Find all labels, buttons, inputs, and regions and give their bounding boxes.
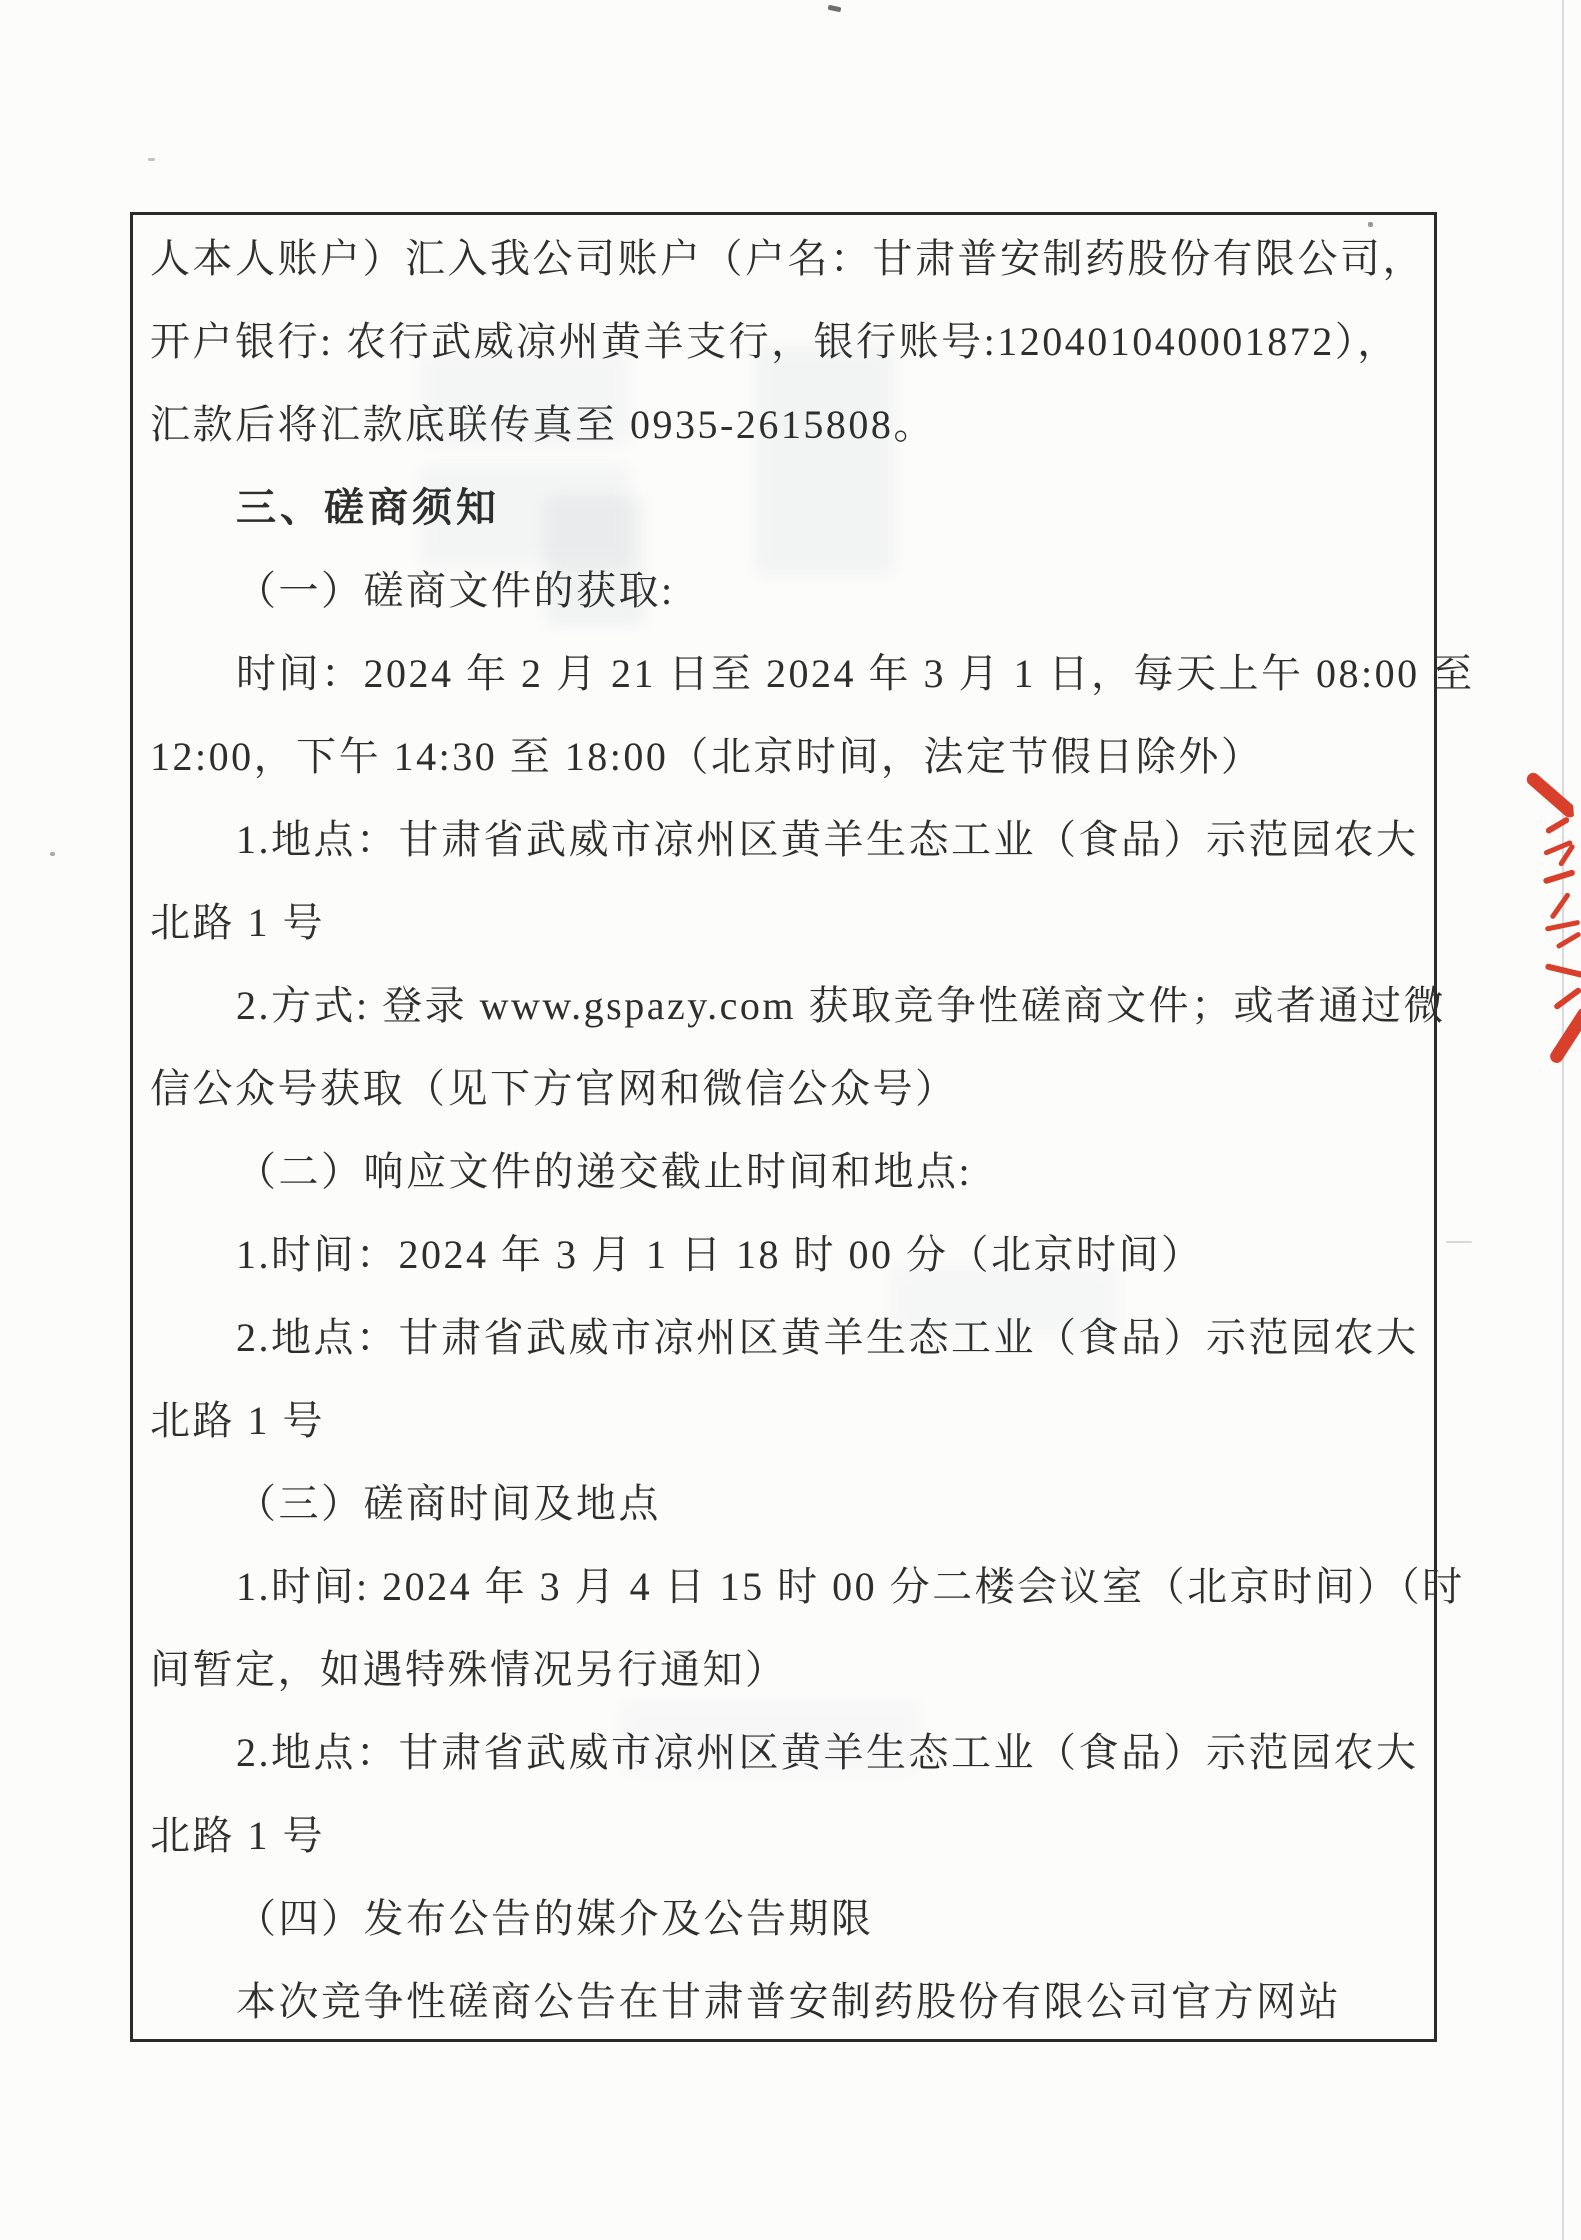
text-line: 2.地点：甘肃省武威市凉州区黄羊生态工业（食品）示范园农大 (236, 1315, 1419, 1360)
text-line: （一）磋商文件的获取: (236, 568, 675, 613)
text-line: 1.时间：2024 年 3 月 1 日 18 时 00 分（北京时间） (236, 1232, 1204, 1277)
text-line: 2.地点：甘肃省武威市凉州区黄羊生态工业（食品）示范园农大 (236, 1730, 1419, 1775)
scan-speck (1446, 1241, 1472, 1243)
text-line: 人本人账户）汇入我公司账户（户名：甘肃普安制药股份有限公司， (150, 236, 1425, 281)
text-line: 本次竞争性磋商公告在甘肃普安制药股份有限公司官方网站 (236, 1979, 1341, 2024)
document-border-frame (130, 212, 1475, 2042)
document-body (150, 217, 1475, 2043)
text-line: 三、磋商须知 (236, 485, 500, 530)
scan-speck (50, 852, 55, 856)
text-line: （二）响应文件的递交截止时间和地点: (236, 1149, 973, 1194)
text-line: 间暂定，如遇特殊情况另行通知） (150, 1647, 788, 1692)
page-edge-scan-line (1562, 0, 1564, 2240)
text-line: 1.时间: 2024 年 3 月 4 日 15 时 00 分二楼会议室（北京时间）（时 (236, 1564, 1465, 1609)
scan-speck (828, 5, 842, 13)
text-line: 开户银行: 农行武威凉州黄羊支行，银行账号:120401040001872）， (150, 319, 1400, 364)
text-line: 北路 1 号 (150, 1398, 325, 1443)
text-line: 信公众号获取（见下方官网和微信公众号） (150, 1066, 958, 1111)
scan-speck (148, 158, 155, 161)
text-line: 汇款后将汇款底联传真至 0935-2615808。 (150, 402, 936, 447)
text-line: 2.方式: 登录 www.gspazy.com 获取竞争性磋商文件；或者通过微 (236, 983, 1447, 1028)
text-line: 时间：2024 年 2 月 21 日至 2024 年 3 月 1 日，每天上午 08:00 至 (236, 651, 1475, 696)
text-line: （三）磋商时间及地点 (236, 1481, 661, 1526)
official-seal-fragment-icon (1525, 767, 1581, 1069)
text-line: 北路 1 号 (150, 1813, 325, 1858)
text-line: （四）发布公告的媒介及公告期限 (236, 1896, 874, 1941)
text-line: 12:00，下午 14:30 至 18:00（北京时间，法定节假日除外） (150, 734, 1264, 779)
text-line: 北路 1 号 (150, 900, 325, 945)
text-line: 1.地点：甘肃省武威市凉州区黄羊生态工业（食品）示范园农大 (236, 817, 1419, 862)
